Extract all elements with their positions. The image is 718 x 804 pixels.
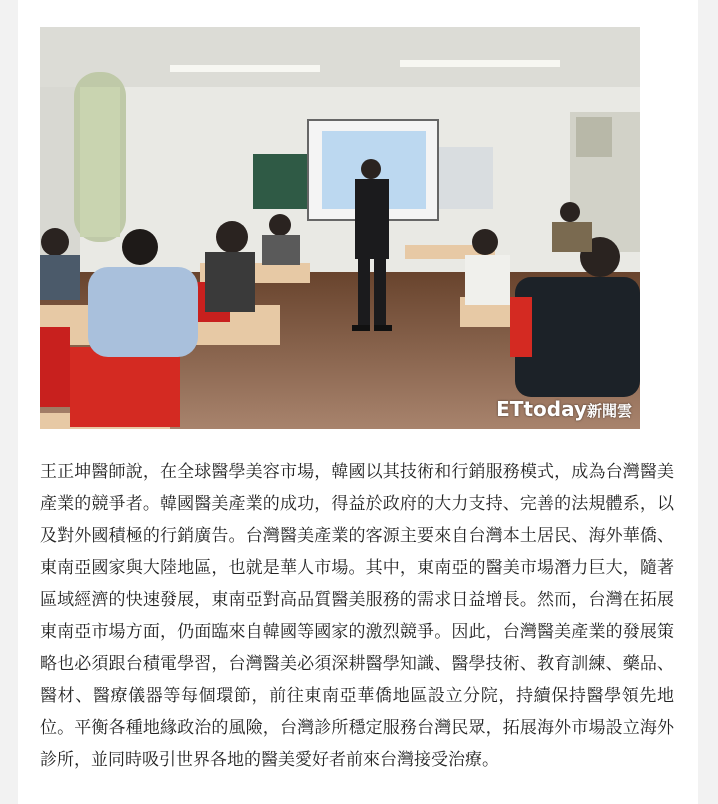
classroom-photo-illustration (40, 27, 640, 429)
article-card (18, 0, 698, 804)
watermark-logo: ETtoday新聞雲 (496, 397, 632, 421)
article-photo (40, 27, 640, 429)
article-paragraph: 王正坤醫師說，在全球醫學美容市場，韓國以其技術和行銷服務模式，成為台灣醫美產業的競爭者。韓國醫美產業的成功，得益於政府的大力支持、完善的法規體系，以及對外國積極的行銷廣告。台灣醫美產業的客源主要來自台灣本土居民、海外華僑、東南亞國家與大陸地區，也就是華人市場。其中，東南亞的醫美市場潛力巨大，隨著區域經濟的快速發展，東南亞對高品質醫美服務的需求日益增長。然而，台灣在拓展東南亞市場方面，仍面臨來自韓國等國家的激烈競爭。因此，台灣醫美產業的發展策略也必須跟台積電學習，台灣醫美必須深耕醫學知識、醫學技術、教育訓練、藥品、醫材、醫療儀器等每個環節，前往東南亞華僑地區設立分院，持續保持醫學領先地位。平衡各種地緣政治的風險，台灣診所穩定服務台灣民眾，拓展海外市場設立海外診所，並同時吸引世界各地的醫美愛好者前來台灣接受治療。 (40, 462, 674, 770)
